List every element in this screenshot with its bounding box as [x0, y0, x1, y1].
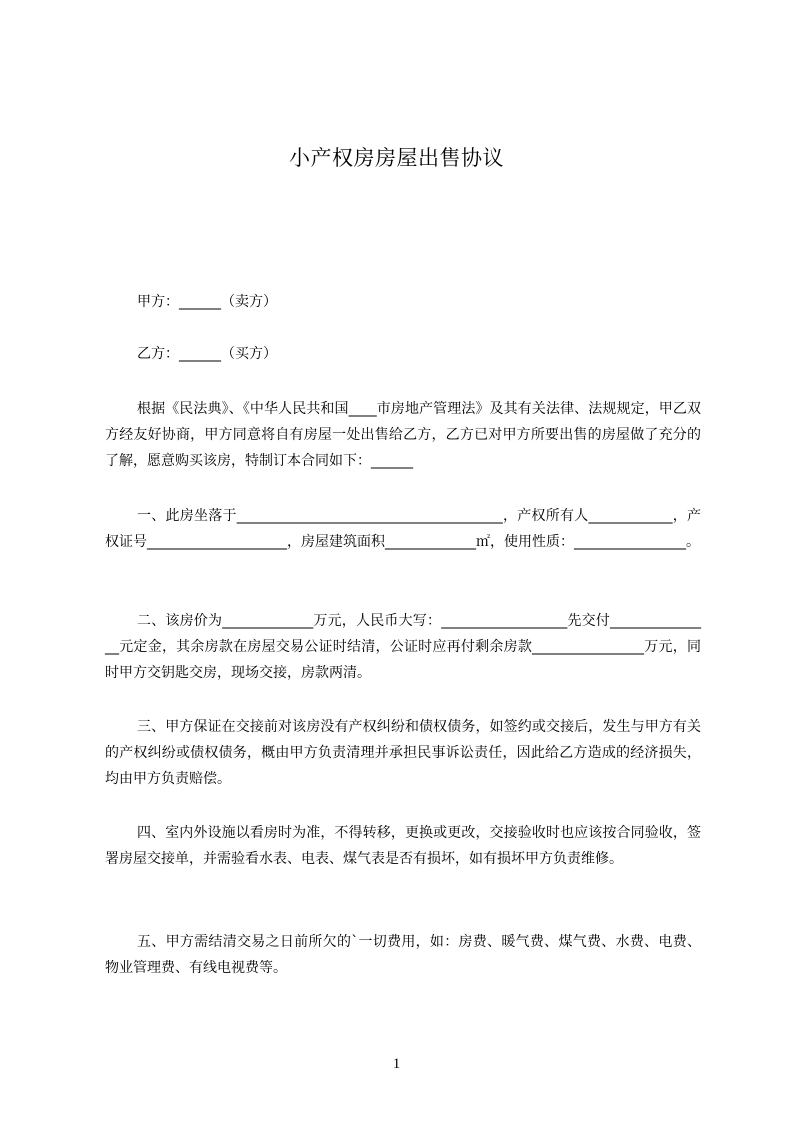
party-a-line: 甲方：______（卖方）: [137, 294, 277, 310]
clause-1-paragraph: 一、此房坐落于______________________________________，产权所有人____________，产权证号____________________，房屋建筑面积_____________㎡，使用性质：________________。: [105, 508, 701, 550]
clause-5-paragraph: 五、甲方需结清交易之日前所欠的`一切费用，如：房费、暖气费、煤气费、水费、电费、物业管理费、有线电视费等。: [105, 934, 701, 976]
preamble-paragraph: 根据《民法典》、《中华人民共和国____市房地产管理法》及其有关法律、法规规定，甲乙双方经友好协商，甲方同意将自有房屋一处出售给乙方，乙方已对甲方所要出售的房屋做了充分的了解，愿意购买该房，特制订本合同如下：______: [105, 401, 701, 469]
document-title: 小产权房房屋出售协议: [289, 146, 504, 170]
clause-4-paragraph: 四、室内外设施以看房时为准，不得转移，更换或更改，交接验收时也应该按合同验收，签署房屋交接单，并需验看水表、电表、煤气表是否有损坏，如有损坏甲方负责维修。: [105, 825, 701, 867]
page-number: 1: [392, 1056, 401, 1072]
clause-3-paragraph: 三、甲方保证在交接前对该房没有产权纠纷和债权债务，如签约或交接后，发生与甲方有关的产权纠纷或债权债务，概由甲方负责清理并承担民事诉讼责任，因此给乙方造成的经济损失，均由甲方负责赔偿。: [105, 719, 701, 787]
clause-2-paragraph: 二、该房价为_____________万元，人民币大写：__________________先交付_______________元定金，其余房款在房屋交易公证时结清，公证时应再付剩余房款________________万元，同时甲方交钥匙交房，现场交接，房款两清。: [105, 613, 701, 681]
party-b-line: 乙方：______（买方）: [137, 346, 277, 362]
